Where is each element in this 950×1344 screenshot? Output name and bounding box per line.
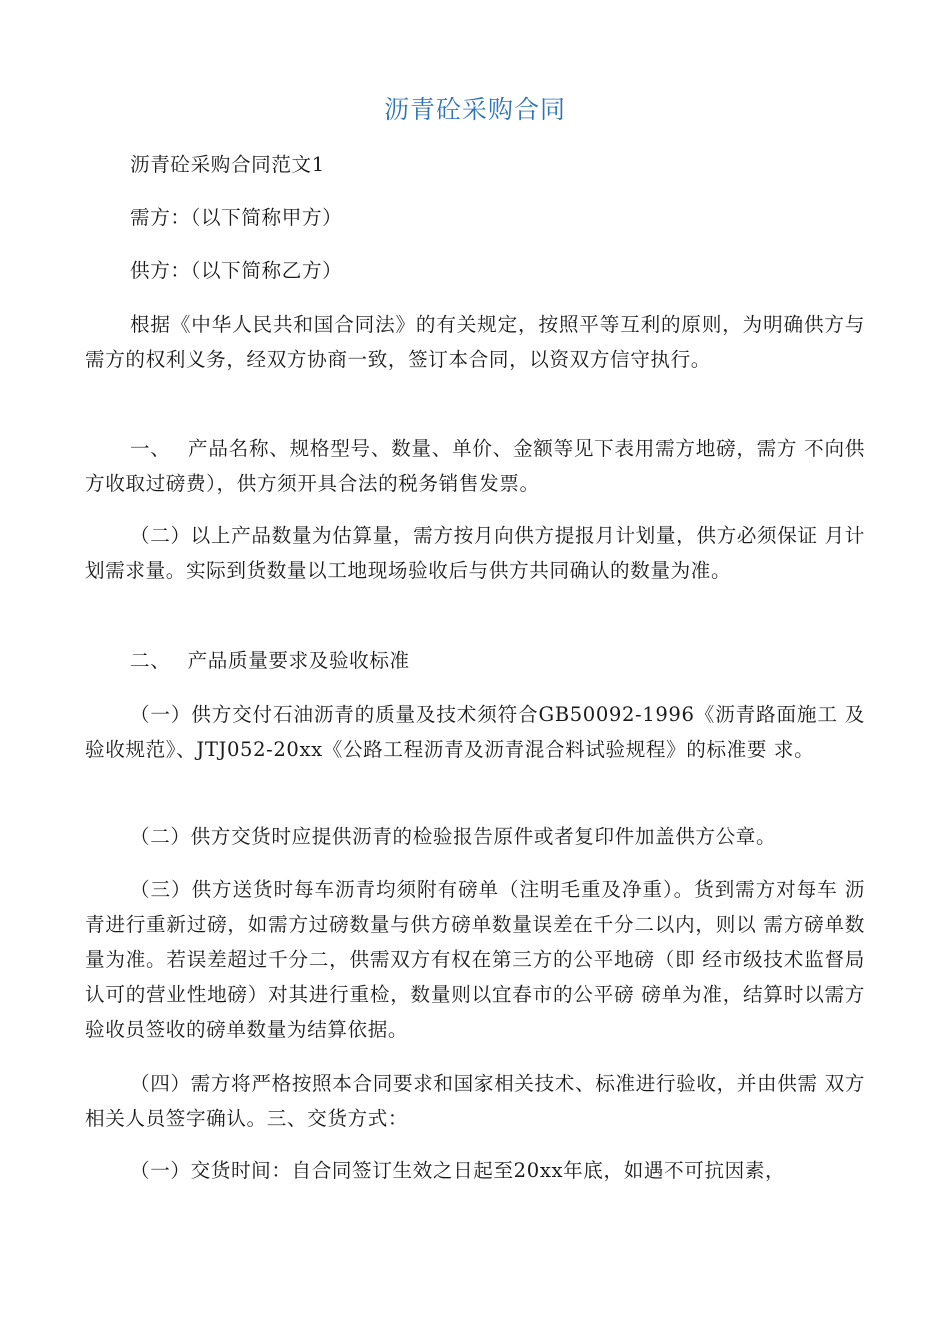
- paragraph-section-2-3: （三）供方送货时每车沥青均须附有磅单（注明毛重及净重）。货到需方对每车 沥青进行重新过磅，如需方过磅数量与供方磅单数量误差在千分二以内，则以 需方磅单数量为准。若误差超过千分二，供需双方有权在第三方的公平地磅（即 经市级技术监督局认可的营业性地磅）对其进行重检，数量则以宜春市的公平磅 磅单为准，结算时以需方验收员签收的磅单数量为结算依据。: [85, 878, 865, 1041]
- paragraph-section-2-heading: 二、 产品质量要求及验收标准: [130, 649, 410, 672]
- paragraph-buyer: 需方：（以下简称甲方）: [130, 206, 343, 229]
- paragraph-section-1-2: （二）以上产品数量为估算量，需方按月向供方提报月计划量，供方必须保证 月计划需求量。实际到货数量以工地现场验收后与供方共同确认的数量为准。: [85, 524, 865, 582]
- paragraph-subtitle: 沥青砼采购合同范文1: [130, 153, 325, 176]
- paragraph-section-1: 一、 产品名称、规格型号、数量、单价、金额等见下表用需方地磅，需方 不向供方收取过磅费），供方须开具合法的税务销售发票。: [85, 437, 865, 495]
- paragraph-preamble: 根据《中华人民共和国合同法》的有关规定，按照平等互利的原则，为明确供方与需方的权利义务，经双方协商一致，签订本合同，以资双方信守执行。: [85, 313, 865, 371]
- paragraph-section-2-2: （二）供方交货时应提供沥青的检验报告原件或者复印件加盖供方公章。: [130, 825, 777, 848]
- document-title: 沥青砼采购合同: [383, 95, 566, 124]
- paragraph-section-3-1: （一）交货时间：自合同签订生效之日起至20xx年底，如遇不可抗因素，: [130, 1159, 786, 1182]
- paragraph-section-2-4: （四）需方将严格按照本合同要求和国家相关技术、标准进行验收，并由供需 双方相关人员签字确认。三、交货方式：: [85, 1072, 865, 1130]
- paragraph-seller: 供方：（以下简称乙方）: [130, 259, 343, 282]
- paragraph-section-2-1: （一）供方交付石油沥青的质量及技术须符合GB50092-1996《沥青路面施工 及验收规范》、JTJ052-20xx《公路工程沥青及沥青混合料试验规程》的标准要 求。: [85, 703, 865, 761]
